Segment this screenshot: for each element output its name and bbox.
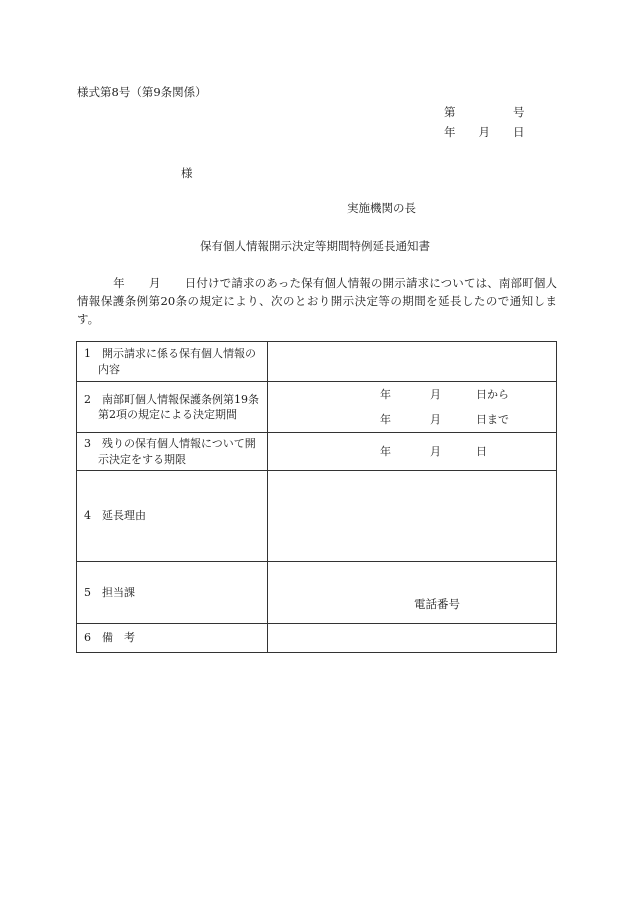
period-to: 年 月 日まで [380,413,509,426]
table-row [77,562,557,624]
form-number: 様式第8号（第9条関係） [77,85,207,99]
sender-name: 実施機関の長 [347,201,416,215]
table-row [77,433,557,471]
row6-value [268,624,557,653]
row3-value [268,433,557,471]
notice-body [77,274,557,328]
row4-label: 4 延長理由 [77,471,268,562]
document-date-line: 年 月 日 [444,125,525,139]
deadline-date: 年 月 日 [380,445,487,458]
row4-value [268,471,557,562]
table-row [77,624,557,653]
row5-value [268,562,557,624]
row1-label: 1 開示請求に係る保有個人情報の内容 [77,342,268,382]
row6-label: 6 備 考 [77,624,268,653]
phone-number-label: 電話番号 [414,596,460,611]
notice-table [76,341,557,653]
table-row [77,342,557,382]
document-title: 保有個人情報開示決定等期間特例延長通知書 [200,239,430,253]
body-month: 月 [148,276,161,290]
row2-value [268,382,557,433]
body-year: 年 [113,276,125,290]
document-number-line: 第 号 [444,105,525,119]
addressee-honorific: 様 [181,166,193,180]
row1-value [268,342,557,382]
period-from: 年 月 日から [380,388,509,401]
body-text: 日付けで請求のあった保有個人情報の開示請求については、南部町個人情報保護条例第20条の規定により、次のとおり開示決定等の期間を延長したので通知します。 [77,276,557,326]
row2-label: 2 南部町個人情報保護条例第19条第2項の規定による決定期間 [77,382,268,433]
row3-label: 3 残りの保有個人情報について開示決定をする期限 [77,433,268,471]
row5-label: 5 担当課 [77,562,268,624]
table-row [77,382,557,433]
table-row [77,471,557,562]
